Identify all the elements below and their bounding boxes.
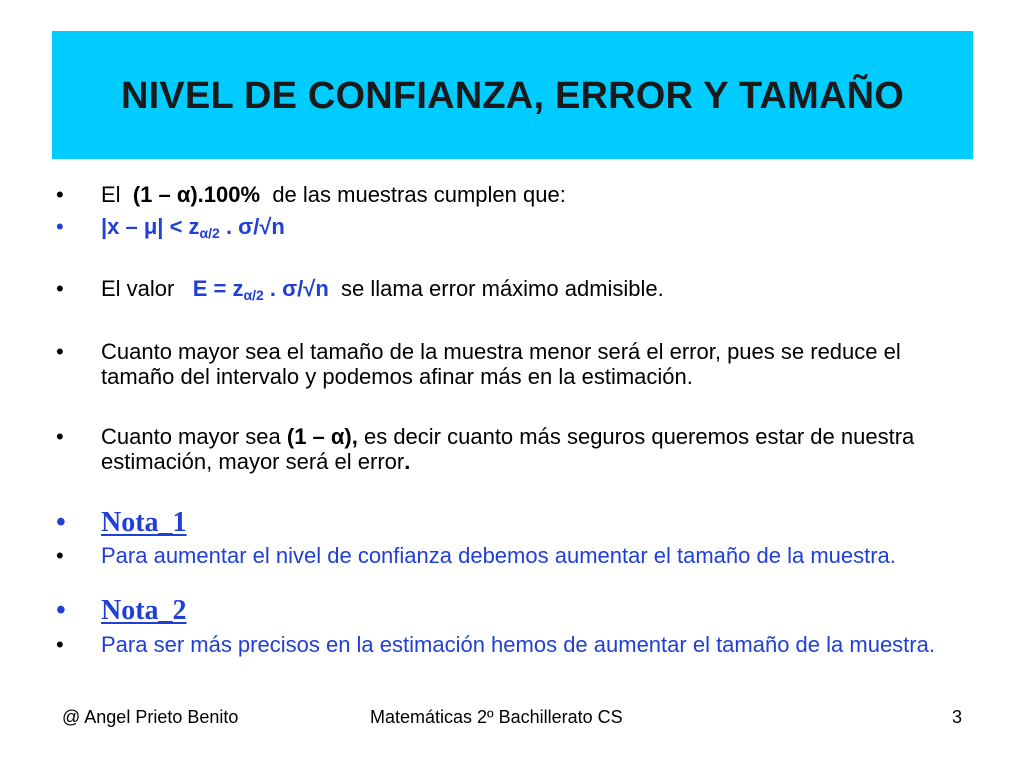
formula-right: . σ/√n <box>219 214 285 239</box>
bullet-marker: • <box>56 632 64 657</box>
title-banner <box>52 31 973 159</box>
bullet-item-2 <box>56 214 966 239</box>
bullet-marker: • <box>56 424 64 449</box>
footer-author: @ Angel Prieto Benito <box>62 707 239 727</box>
bullet-text: Para ser más precisos en la estimación hemos de aumentar el tamaño de la muestra. <box>101 632 935 657</box>
slide-title: NIVEL DE CONFIANZA, ERROR Y TAMAÑO <box>120 74 905 117</box>
bullet-marker: • <box>56 339 64 364</box>
bullet-text: Para aumentar el nivel de confianza debemos aumentar el tamaño de la muestra. <box>101 543 896 568</box>
bullet-marker: • <box>56 507 66 538</box>
formula-left: |x – μ| < z <box>101 214 200 239</box>
bullet-marker: • <box>56 595 66 626</box>
footer-page-number: 3 <box>952 707 963 727</box>
bullet-item-7 <box>56 632 966 657</box>
bullet-item-3 <box>56 276 966 301</box>
formula-right: . σ/√n <box>263 276 329 301</box>
bullet-item-4 <box>56 339 966 389</box>
error-formula <box>193 276 329 301</box>
note-1-heading <box>56 508 966 538</box>
formula-subscript: α/2 <box>199 225 220 241</box>
text-middle: es decir cuanto más seguros queremos estar de nuestra estimación, mayor será el error <box>101 424 915 474</box>
inequality-formula <box>101 214 966 239</box>
bullet-item-1 <box>56 182 966 207</box>
note-2-heading <box>56 596 966 626</box>
bullet-text: Cuanto mayor sea el tamaño de la muestra menor será el error, pues se reduce el tamaño del intervalo y podemos afinar más en la estimación. <box>101 339 901 389</box>
text-prefix: El <box>101 182 127 207</box>
note-1-label: Nota_1 <box>101 507 187 538</box>
confidence-level: (1 – α), <box>286 424 358 449</box>
bullet-text <box>101 182 966 207</box>
formula-left: E = z <box>192 276 244 301</box>
bullet-item-5 <box>56 424 966 474</box>
footer-course: Matemáticas 2º Bachillerato CS <box>370 707 623 727</box>
text-suffix: de las muestras cumplen que: <box>266 182 566 207</box>
text-end: . <box>404 449 411 474</box>
formula-subscript: α/2 <box>243 287 264 303</box>
bullet-marker: • <box>56 276 64 301</box>
bullet-item-6 <box>56 543 966 568</box>
confidence-formula: (1 – α).100% <box>132 182 261 207</box>
bullet-marker: • <box>56 214 64 239</box>
bullet-marker: • <box>56 543 64 568</box>
text-prefix: El valor <box>101 276 181 301</box>
bullet-text <box>101 424 966 474</box>
bullet-marker: • <box>56 182 64 207</box>
note-2-label: Nota_2 <box>101 595 187 626</box>
bullet-text <box>101 276 966 301</box>
text-prefix: Cuanto mayor sea <box>101 424 287 449</box>
text-suffix: se llama error máximo admisible. <box>334 276 664 301</box>
